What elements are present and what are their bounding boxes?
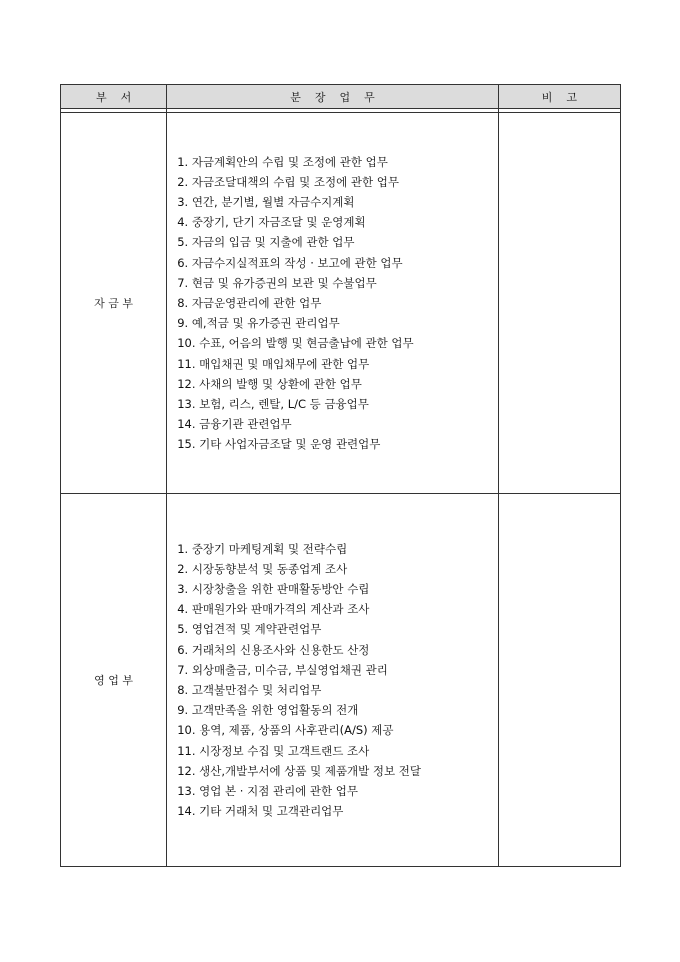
duty-item: 2. 시장동향분석 및 동종업계 조사 bbox=[177, 561, 348, 576]
duties-cell bbox=[167, 494, 499, 867]
duty-item: 13. 영업 본 · 지점 관리에 관한 업무 bbox=[177, 784, 359, 799]
duty-item: 6. 자금수지실적표의 작성 · 보고에 관한 업무 bbox=[177, 255, 403, 270]
duty-item: 12. 사채의 발행 및 상환에 관한 업무 bbox=[177, 376, 362, 391]
duty-item: 12. 생산,개발부서에 상품 및 제품개발 정보 전달 bbox=[177, 763, 422, 778]
header-row bbox=[61, 85, 621, 109]
duty-item: 9. 고객만족을 위한 영업활동의 전개 bbox=[177, 703, 359, 718]
duty-item: 14. 기타 거래처 및 고객관리업무 bbox=[177, 804, 344, 819]
duty-item: 5. 영업견적 및 계약관련업무 bbox=[177, 622, 322, 637]
duty-item: 7. 현금 및 유가증권의 보관 및 수불업무 bbox=[177, 275, 377, 290]
remarks-cell bbox=[498, 494, 620, 867]
duty-allocation-table bbox=[60, 84, 621, 867]
table-row bbox=[61, 113, 621, 494]
duty-item: 1. 중장기 마케팅계획 및 전략수립 bbox=[177, 541, 348, 556]
duty-list bbox=[167, 152, 498, 455]
department-cell: 영 업 부 bbox=[61, 494, 167, 867]
duty-item: 3. 시장창출을 위한 판매활동방안 수립 bbox=[177, 582, 370, 596]
duty-item: 6. 거래처의 신용조사와 신용한도 산정 bbox=[177, 642, 370, 657]
duty-item: 11. 시장정보 수집 및 고객트랜드 조사 bbox=[177, 743, 370, 758]
duty-item: 9. 예,적금 및 유가증권 관리업무 bbox=[177, 316, 340, 331]
duty-item: 11. 매입채권 및 매입채무에 관한 업무 bbox=[177, 356, 370, 371]
table-row bbox=[61, 494, 621, 867]
duty-item: 3. 연간, 분기별, 월별 자금수지계획 bbox=[177, 194, 355, 209]
header-remarks: 비 고 bbox=[498, 85, 620, 109]
duty-item: 4. 중장기, 단기 자금조달 및 운영계획 bbox=[177, 215, 366, 230]
duties-cell bbox=[167, 113, 499, 494]
duty-item: 5. 자금의 입금 및 지출에 관한 업무 bbox=[177, 235, 355, 250]
duty-item: 8. 고객불만접수 및 처리업무 bbox=[177, 683, 322, 698]
header-department: 부 서 bbox=[61, 85, 167, 109]
duty-item: 10. 수표, 어음의 발행 및 현금출납에 관한 업무 bbox=[177, 336, 414, 351]
duty-item: 15. 기타 사업자금조달 및 운영 관련업무 bbox=[177, 437, 381, 452]
duty-list bbox=[167, 539, 498, 822]
duty-item: 4. 판매원가와 판매가격의 계산과 조사 bbox=[177, 602, 370, 617]
header-duties: 분 장 업 무 bbox=[167, 85, 499, 109]
duty-item: 1. 자금계획안의 수립 및 조정에 관한 업무 bbox=[177, 154, 388, 169]
department-cell: 자 금 부 bbox=[61, 113, 167, 494]
duty-item: 10. 용역, 제품, 상품의 사후관리(A/S) 제공 bbox=[177, 723, 394, 738]
duty-item: 13. 보험, 리스, 렌탈, L/C 등 금융업무 bbox=[177, 396, 369, 411]
duty-item: 8. 자금운영관리에 관한 업무 bbox=[177, 295, 322, 310]
duty-item: 7. 외상매출금, 미수금, 부실영업채권 관리 bbox=[177, 662, 388, 677]
duty-item: 2. 자금조달대책의 수립 및 조정에 관한 업무 bbox=[177, 174, 399, 189]
remarks-cell bbox=[498, 113, 620, 494]
duty-item: 14. 금융기관 관련업무 bbox=[177, 417, 292, 432]
